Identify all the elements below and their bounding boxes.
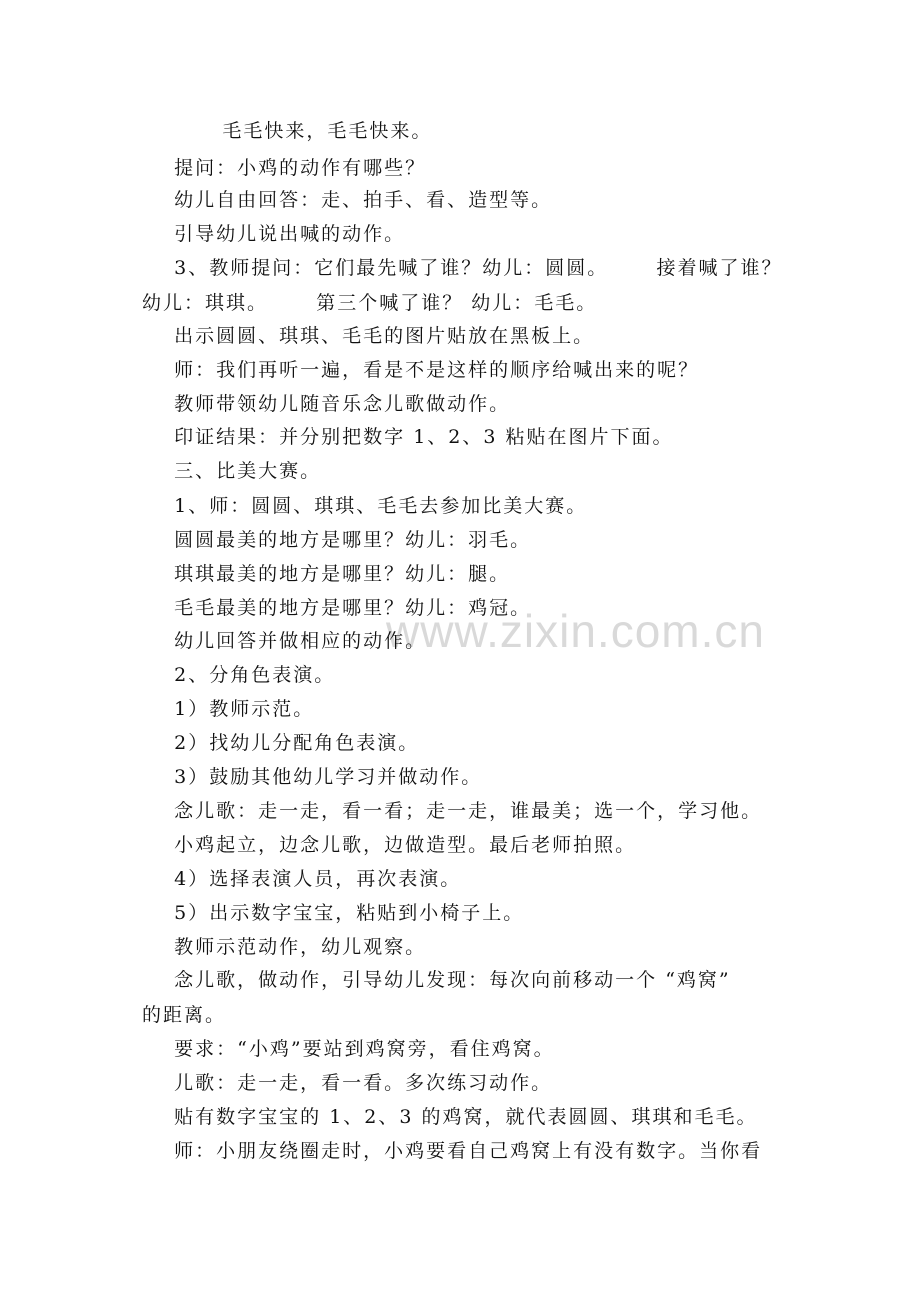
text-line: 出示圆圆、琪琪、毛毛的图片贴放在黑板上。: [142, 325, 595, 347]
text-line: 师：小朋友绕圈走时，小鸡要看自己鸡窝上有没有数字。当你看: [142, 1140, 763, 1162]
text-line: 幼儿自由回答：走、拍手、看、造型等。: [142, 189, 553, 211]
text-line: 念儿歌，做动作，引导幼儿发现：每次向前移动一个 “鸡窝”: [142, 969, 731, 991]
text-line: 儿歌：走一走，看一看。多次练习动作。: [142, 1072, 553, 1094]
text-line: 三、比美大赛。: [142, 460, 322, 482]
text-line: 5）出示数字宝宝，粘贴到小椅子上。: [142, 902, 525, 924]
text-line: 3）鼓励其他幼儿学习并做动作。: [142, 766, 483, 788]
text-line: 印证结果：并分别把数字 1、2、3 粘贴在图片下面。: [142, 426, 674, 448]
text-line: 2、分角色表演。: [142, 664, 336, 686]
text-line: 圆圆最美的地方是哪里？幼儿：羽毛。: [142, 529, 532, 551]
text-line: 教师带领幼儿随音乐念儿歌做动作。: [142, 393, 511, 415]
text-line: 提问：小鸡的动作有哪些？: [142, 157, 427, 179]
text-line: 毛毛最美的地方是哪里？幼儿：鸡冠。: [142, 597, 532, 619]
text-line: 教师示范动作，幼儿观察。: [142, 936, 427, 958]
text-line: 的距离。: [142, 1004, 227, 1026]
text-line: 幼儿回答并做相应的动作。: [142, 630, 427, 652]
watermark: www.zixin.com.cn: [386, 605, 765, 657]
text-line: 师：我们再听一遍，看是不是这样的顺序给喊出来的呢？: [142, 359, 700, 381]
text-line: 毛毛快来，毛毛快来。: [142, 120, 433, 142]
text-line: 4）选择表演人员，再次表演。: [142, 868, 462, 890]
text-line: 琪琪最美的地方是哪里？幼儿：腿。: [142, 563, 511, 585]
text-line: 贴有数字宝宝的 1、2、3 的鸡窝，就代表圆圆、琪琪和毛毛。: [142, 1106, 758, 1128]
text-line: 幼儿：琪琪。 第三个喊了谁？ 幼儿：毛毛。: [142, 292, 598, 314]
text-line: 引导幼儿说出喊的动作。: [142, 223, 406, 245]
text-line: 3、教师提问：它们最先喊了谁？幼儿：圆圆。 接着喊了谁？: [142, 257, 783, 279]
text-line: 2）找幼儿分配角色表演。: [142, 732, 420, 754]
text-line: 1、师：圆圆、琪琪、毛毛去参加比美大赛。: [142, 495, 588, 517]
text-line: 念儿歌：走一走，看一看；走一走，谁最美；选一个，学习他。: [142, 800, 763, 822]
text-line: 1）教师示范。: [142, 698, 315, 720]
text-line: 要求：“小鸡”要站到鸡窝旁，看住鸡窝。: [142, 1038, 555, 1060]
text-line: 小鸡起立，边念儿歌，边做造型。最后老师拍照。: [142, 834, 637, 856]
